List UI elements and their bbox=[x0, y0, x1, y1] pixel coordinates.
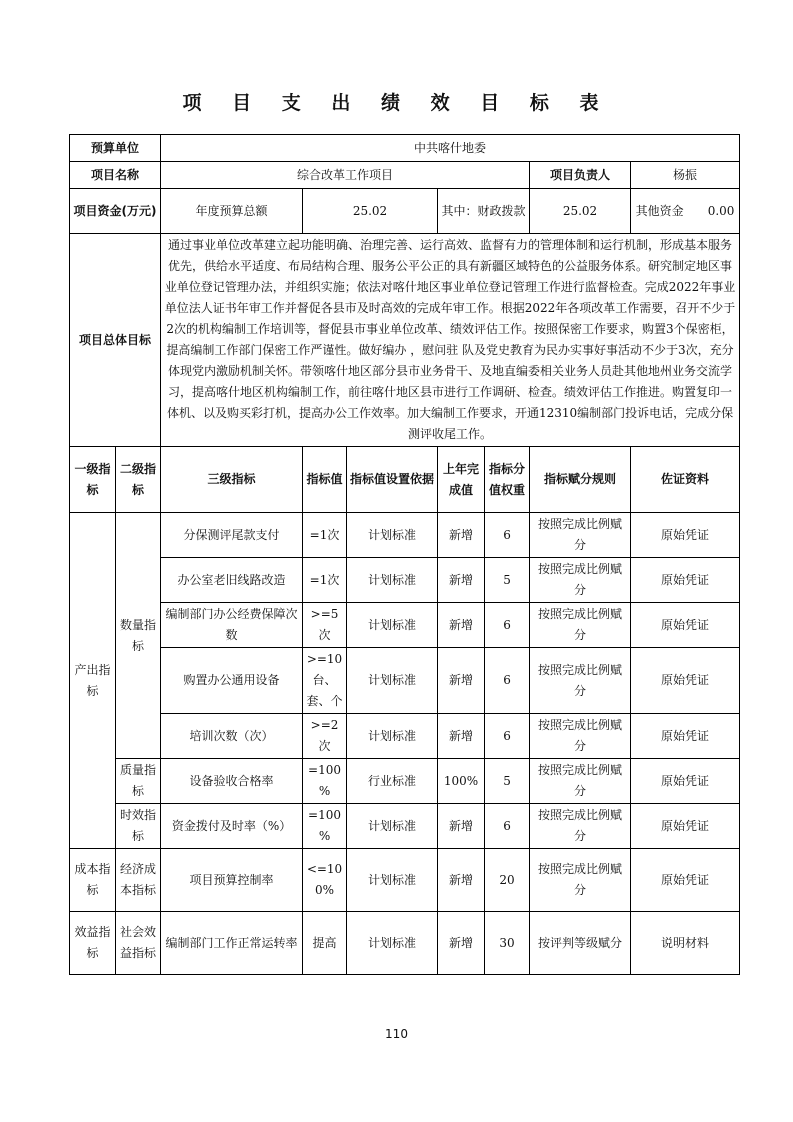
project-name-label: 项目名称 bbox=[70, 162, 161, 189]
project-name-value: 综合改革工作项目 bbox=[161, 162, 530, 189]
indicator-rule: 按照完成比例赋分 bbox=[530, 558, 631, 603]
indicator-name: 编制部门办公经费保障次数 bbox=[161, 603, 303, 648]
other-funds-label: 其他资金 bbox=[635, 203, 684, 218]
indicator-evidence: 原始凭证 bbox=[631, 759, 740, 804]
indicator-weight: 6 bbox=[485, 648, 530, 714]
group-benefit: 效益指标 bbox=[70, 912, 116, 975]
indicator-evidence: 原始凭证 bbox=[631, 714, 740, 759]
group-output: 产出指标 bbox=[70, 513, 116, 849]
group-quantity: 数量指标 bbox=[116, 513, 161, 759]
fiscal-value: 25.02 bbox=[530, 189, 631, 234]
indicator-name: 办公室老旧线路改造 bbox=[161, 558, 303, 603]
indicator-evidence: 原始凭证 bbox=[631, 603, 740, 648]
indicator-last-year: 新增 bbox=[438, 513, 485, 558]
table-row bbox=[70, 849, 740, 912]
indicator-rule: 按评判等级赋分 bbox=[530, 912, 631, 975]
indicator-weight: 5 bbox=[485, 759, 530, 804]
indicator-rule: 按照完成比例赋分 bbox=[530, 648, 631, 714]
indicator-evidence: 原始凭证 bbox=[631, 513, 740, 558]
header-weight: 指标分值权重 bbox=[485, 447, 530, 513]
table-row bbox=[70, 603, 740, 648]
budget-unit-value: 中共喀什地委 bbox=[161, 135, 740, 162]
indicator-last-year: 新增 bbox=[438, 648, 485, 714]
indicator-last-year: 新增 bbox=[438, 912, 485, 975]
indicator-last-year: 新增 bbox=[438, 558, 485, 603]
indicator-value: =100% bbox=[303, 759, 347, 804]
indicator-value: =1次 bbox=[303, 513, 347, 558]
indicator-evidence: 原始凭证 bbox=[631, 804, 740, 849]
indicator-evidence: 说明材料 bbox=[631, 912, 740, 975]
indicator-rule: 按照完成比例赋分 bbox=[530, 513, 631, 558]
indicator-name: 分保测评尾款支付 bbox=[161, 513, 303, 558]
page-number: 110 bbox=[385, 1027, 408, 1041]
indicator-basis: 计划标准 bbox=[347, 603, 438, 648]
annual-budget-label: 年度预算总额 bbox=[161, 189, 303, 234]
header-level2: 二级指标 bbox=[116, 447, 161, 513]
indicator-weight: 6 bbox=[485, 513, 530, 558]
indicator-weight: 30 bbox=[485, 912, 530, 975]
indicator-rule: 按照完成比例赋分 bbox=[530, 759, 631, 804]
indicator-last-year: 100% bbox=[438, 759, 485, 804]
indicator-value: <=100% bbox=[303, 849, 347, 912]
indicator-weight: 20 bbox=[485, 849, 530, 912]
indicator-rule: 按照完成比例赋分 bbox=[530, 714, 631, 759]
indicator-last-year: 新增 bbox=[438, 804, 485, 849]
table-row bbox=[70, 513, 740, 558]
group-cost: 成本指标 bbox=[70, 849, 116, 912]
indicator-value: =100% bbox=[303, 804, 347, 849]
header-evidence: 佐证资料 bbox=[631, 447, 740, 513]
indicator-weight: 5 bbox=[485, 558, 530, 603]
indicator-value: >=5次 bbox=[303, 603, 347, 648]
indicator-name: 设备验收合格率 bbox=[161, 759, 303, 804]
indicator-basis: 计划标准 bbox=[347, 849, 438, 912]
indicator-value: =1次 bbox=[303, 558, 347, 603]
fiscal-label: 其中：财政拨款 bbox=[438, 189, 530, 234]
table-row bbox=[70, 912, 740, 975]
indicator-name: 资金拨付及时率（%） bbox=[161, 804, 303, 849]
indicator-rule: 按照完成比例赋分 bbox=[530, 849, 631, 912]
indicator-last-year: 新增 bbox=[438, 714, 485, 759]
project-leader-value: 杨振 bbox=[631, 162, 740, 189]
indicator-value: >=10台、套、个 bbox=[303, 648, 347, 714]
group-economic-cost: 经济成本指标 bbox=[116, 849, 161, 912]
page-title: 项 目 支 出 绩 效 目 标 表 bbox=[182, 92, 611, 114]
header-value: 指标值 bbox=[303, 447, 347, 513]
group-social-benefit: 社会效益指标 bbox=[116, 912, 161, 975]
indicator-value: >=2次 bbox=[303, 714, 347, 759]
annual-budget-value: 25.02 bbox=[303, 189, 438, 234]
indicator-rule: 按照完成比例赋分 bbox=[530, 804, 631, 849]
indicator-weight: 6 bbox=[485, 804, 530, 849]
table-row bbox=[70, 558, 740, 603]
group-timeliness: 时效指标 bbox=[116, 804, 161, 849]
group-quality: 质量指标 bbox=[116, 759, 161, 804]
other-funds-cell bbox=[631, 189, 740, 234]
indicator-basis: 计划标准 bbox=[347, 912, 438, 975]
indicator-evidence: 原始凭证 bbox=[631, 558, 740, 603]
indicator-name: 编制部门工作正常运转率 bbox=[161, 912, 303, 975]
header-basis: 指标值设置依据 bbox=[347, 447, 438, 513]
indicator-value: 提高 bbox=[303, 912, 347, 975]
indicator-weight: 6 bbox=[485, 603, 530, 648]
indicator-basis: 计划标准 bbox=[347, 558, 438, 603]
budget-unit-label: 预算单位 bbox=[70, 135, 161, 162]
overall-goal-label: 项目总体目标 bbox=[70, 234, 161, 447]
header-level1: 一级指标 bbox=[70, 447, 116, 513]
table-row bbox=[70, 759, 740, 804]
indicator-name: 购置办公通用设备 bbox=[161, 648, 303, 714]
funds-label: 项目资金(万元) bbox=[70, 189, 161, 234]
indicator-basis: 计划标准 bbox=[347, 648, 438, 714]
overall-goal-text: 通过事业单位改革建立起功能明确、治理完善、运行高效、监督有力的管理体制和运行机制，形成基本服务优先，供给水平适度、布局结构合理、服务公平公正的具有新疆区域特色的公益服务体系。研究制定地区事业单位登记管理办法，并组织实施；依法对喀什地区事业单位登记管理工作进行监督检查。完成2022年事业单位法人证书年审工作并督促各县市及时高效的完成年审工作。根据2022年各项改革工作需要，召开不少于2次的机构编制工作培训等，督促县市事业单位改革、绩效评估工作。按照保密工作要求，购置3个保密柜，提高编制工作部门保密工作严谨性。做好编办 ，慰问驻 队及党史教育为民办实事好事活动不少于3次，充分体现党内激励机制关怀。带领喀什地区部分县市业务骨干、及地直编委相关业务人员赴其他地州业务交流学习，提高喀什地区机构编制工作，前往喀什地区县市进行工作调研、检查。绩效评估工作推进。购置复印一体机、以及购买彩打机，提高办公工作效率。加大编制工作要求，开通12310编制部门投诉电话，完成分保测评收尾工作。 bbox=[161, 234, 740, 447]
indicator-basis: 计划标准 bbox=[347, 804, 438, 849]
header-last-year: 上年完成值 bbox=[438, 447, 485, 513]
indicator-rule: 按照完成比例赋分 bbox=[530, 603, 631, 648]
indicator-last-year: 新增 bbox=[438, 849, 485, 912]
indicator-weight: 6 bbox=[485, 714, 530, 759]
header-rule: 指标赋分规则 bbox=[530, 447, 631, 513]
table-row bbox=[70, 714, 740, 759]
indicator-last-year: 新增 bbox=[438, 603, 485, 648]
indicator-basis: 行业标准 bbox=[347, 759, 438, 804]
indicator-evidence: 原始凭证 bbox=[631, 849, 740, 912]
other-funds-value: 0.00 bbox=[707, 203, 735, 218]
indicator-basis: 计划标准 bbox=[347, 714, 438, 759]
indicator-basis: 计划标准 bbox=[347, 513, 438, 558]
table-row bbox=[70, 648, 740, 714]
indicator-name: 培训次数（次） bbox=[161, 714, 303, 759]
indicator-evidence: 原始凭证 bbox=[631, 648, 740, 714]
header-level3: 三级指标 bbox=[161, 447, 303, 513]
project-leader-label: 项目负责人 bbox=[530, 162, 631, 189]
indicator-name: 项目预算控制率 bbox=[161, 849, 303, 912]
table-row bbox=[70, 804, 740, 849]
performance-target-table bbox=[69, 134, 740, 975]
